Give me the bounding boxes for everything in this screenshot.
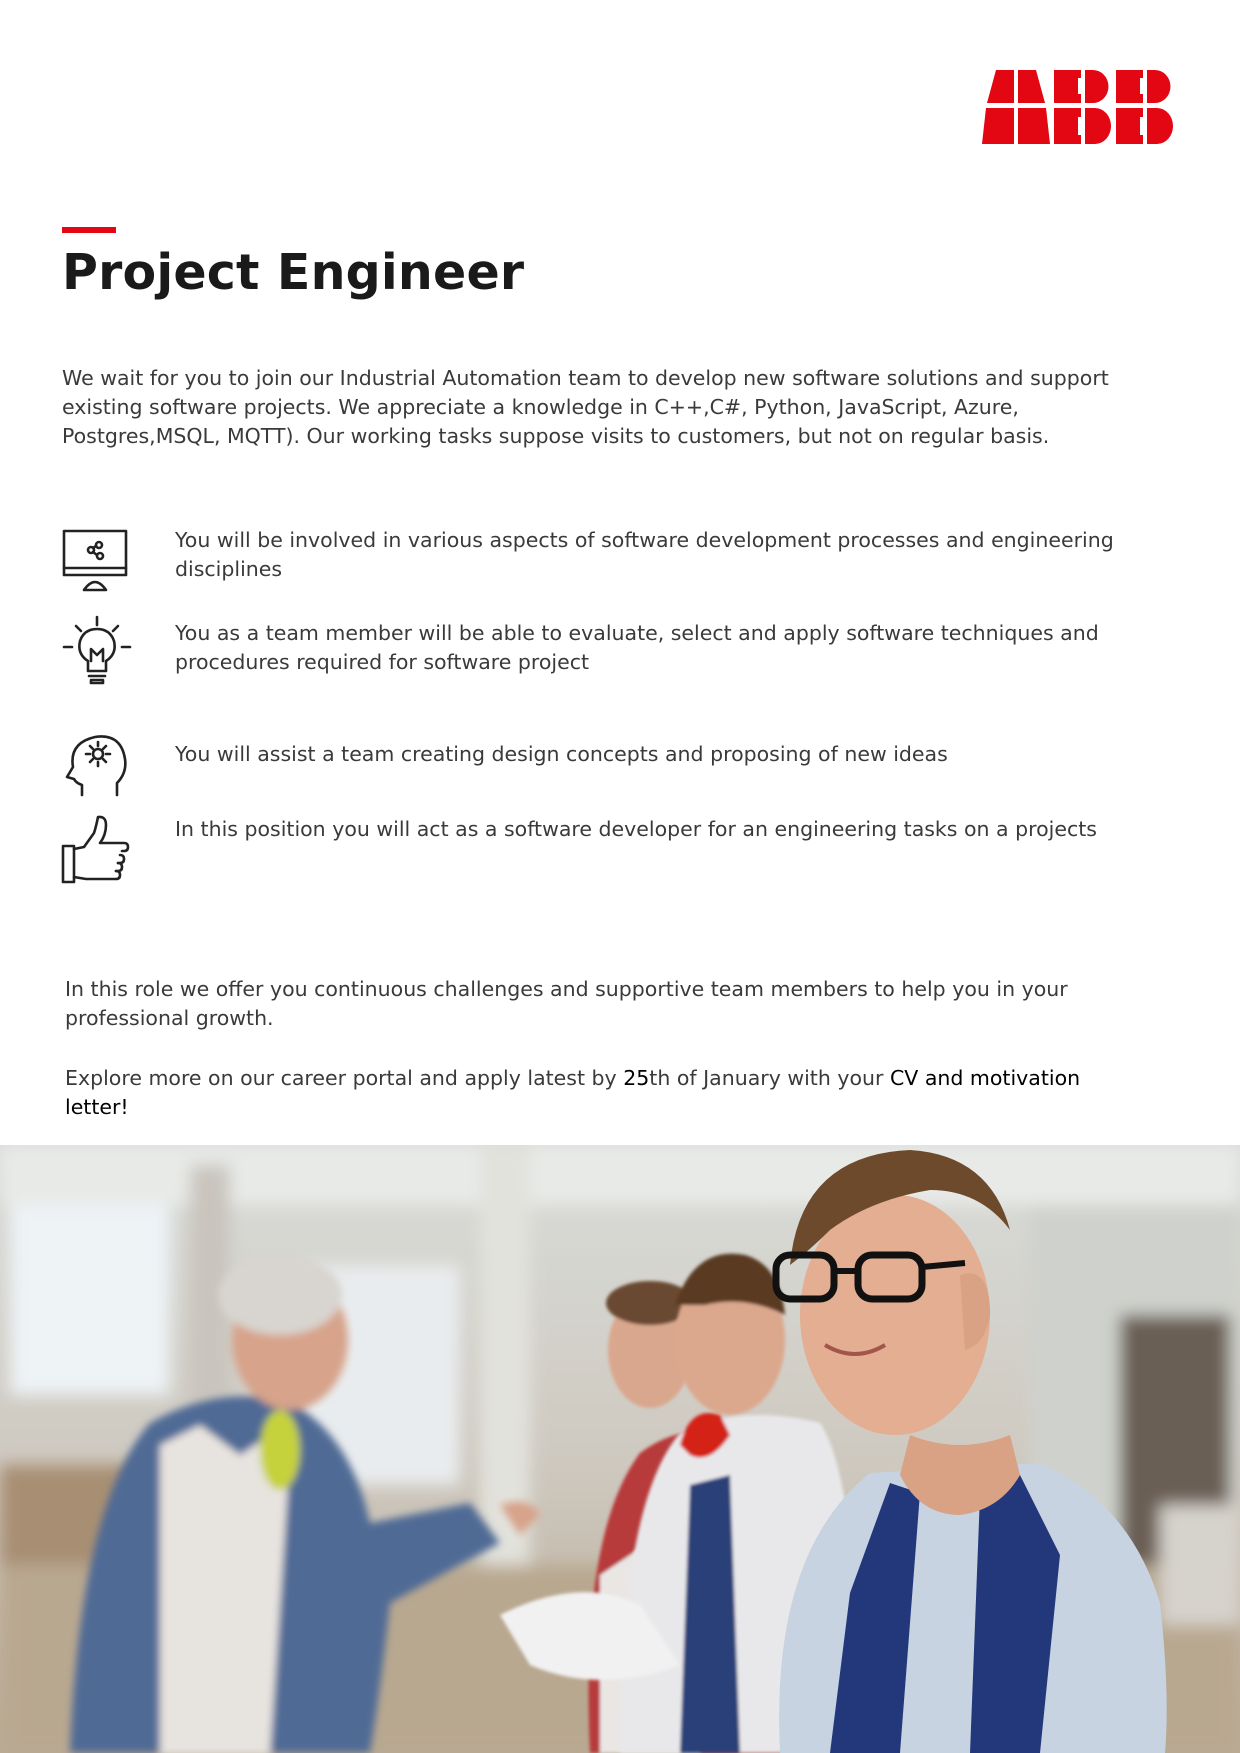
feature-text: You as a team member will be able to evaluate, select and apply software techniques and procedures required for software project bbox=[175, 621, 1099, 674]
feature-item bbox=[62, 740, 1172, 820]
monitor-icon bbox=[62, 526, 132, 596]
offer-paragraph: In this role we offer you continuous challenges and supportive team members to help you in your professional growth. bbox=[65, 977, 1068, 1030]
apply-text: Explore more on our career portal and apply latest by bbox=[65, 1066, 624, 1090]
lightbulb-icon bbox=[62, 619, 132, 689]
thumbs-up-icon bbox=[62, 815, 132, 885]
head-gear-icon bbox=[62, 729, 132, 799]
title-accent-bar bbox=[62, 227, 116, 233]
feature-text: In this position you will act as a software developer for an engineering tasks on a projects bbox=[175, 817, 1097, 841]
workshop-team-photo bbox=[0, 1145, 1240, 1753]
feature-item bbox=[62, 619, 1172, 699]
feature-item bbox=[62, 815, 1172, 895]
intro-paragraph: We wait for you to join our Industrial Automation team to develop new software solutions and support existing software projects. We appreciate a knowledge in C++,C#, Python, JavaScript, Azure, Postgres,MSQL, MQTT). Our working tasks suppose visits to customers, but not on regular basis. bbox=[62, 366, 1109, 448]
apply-text-continued: th of January with your bbox=[649, 1066, 890, 1090]
feature-text: You will assist a team creating design concepts and proposing of new ideas bbox=[175, 742, 948, 766]
page-title: Project Engineer bbox=[62, 244, 525, 301]
feature-item bbox=[62, 526, 1172, 606]
required-documents: CV and motivation letter! bbox=[65, 1066, 1081, 1119]
abb-logo bbox=[982, 70, 1178, 144]
apply-paragraph bbox=[65, 1064, 1145, 1122]
feature-text: You will be involved in various aspects of software development processes and engineering disciplines bbox=[175, 528, 1114, 581]
deadline-day: 25 bbox=[623, 1066, 650, 1090]
